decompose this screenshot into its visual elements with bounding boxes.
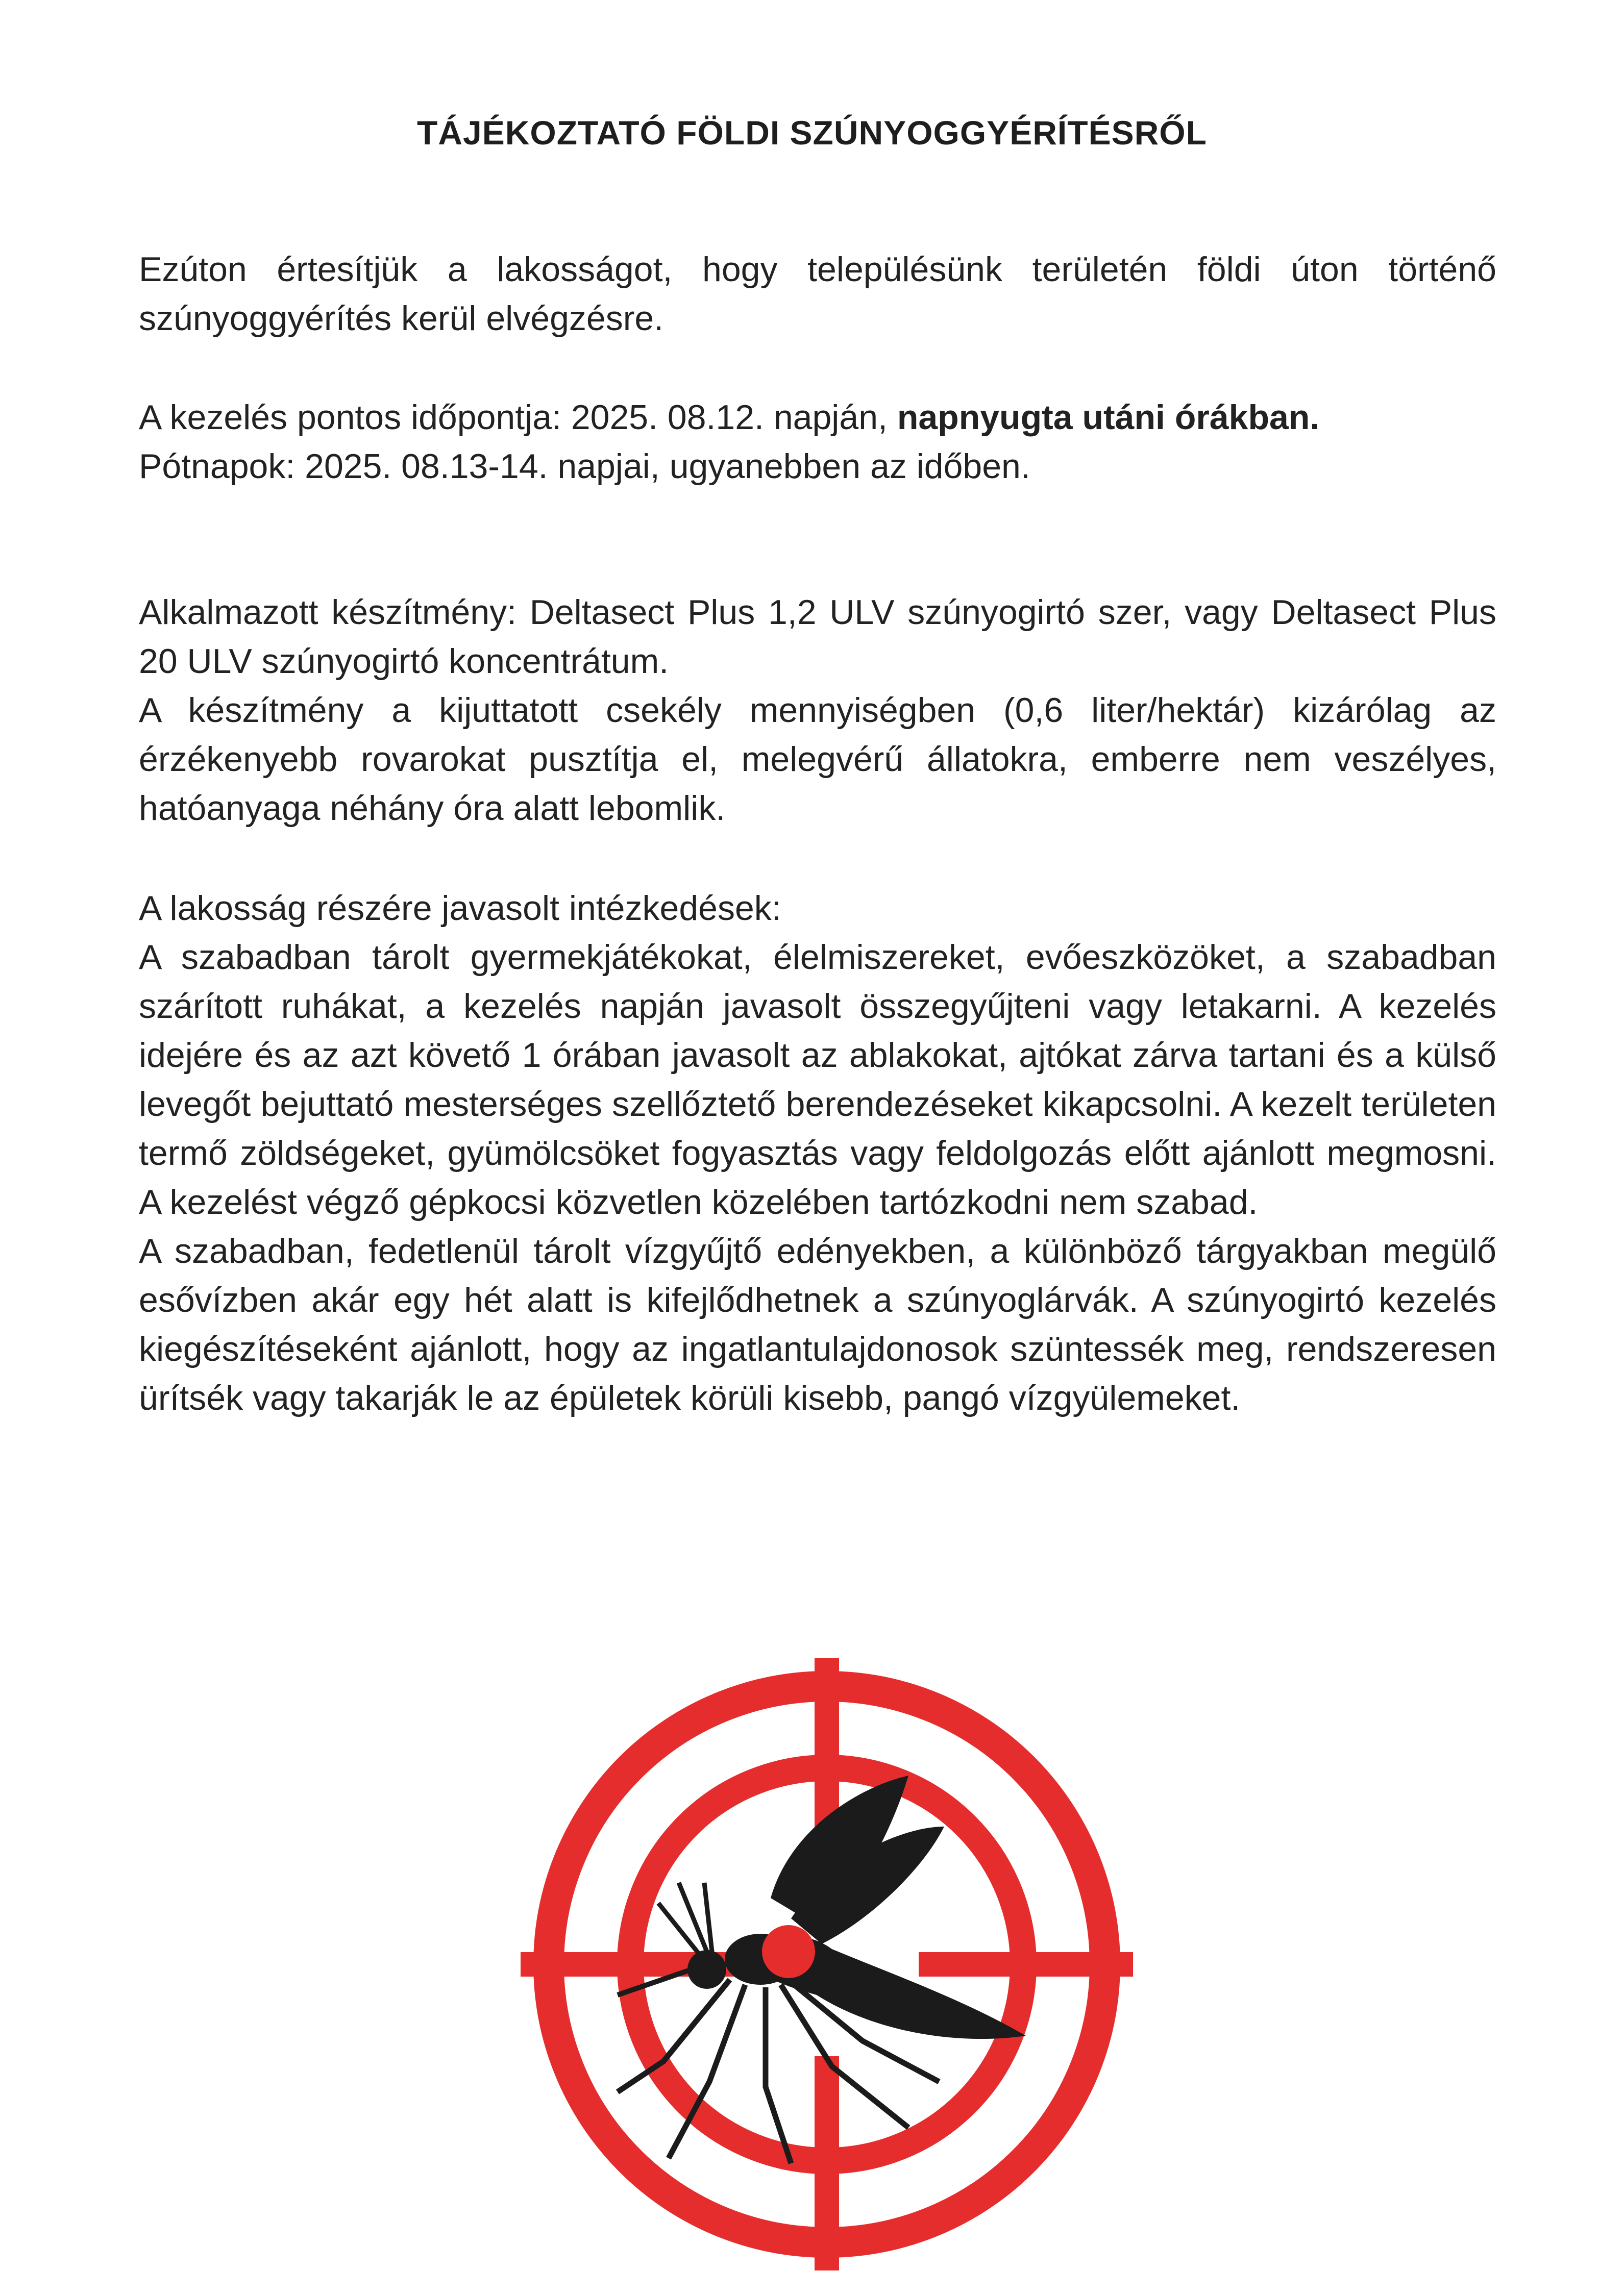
mosquito-antennae: [658, 1883, 712, 1954]
target-dot: [762, 1925, 815, 1978]
spacer: [139, 491, 1496, 588]
measures-heading: A lakosság részére javasolt intézkedések:: [139, 889, 781, 928]
schedule-paragraph: [139, 393, 1496, 442]
spacer: [139, 343, 1496, 393]
backup-days: Pótnapok: 2025. 08.13-14. napjai, ugyanebben az időben.: [139, 447, 1030, 486]
document-title: TÁJÉKOZTATÓ FÖLDI SZÚNYOGGYÉRÍTÉSRŐL: [417, 114, 1207, 152]
treatment-time-emphasis: napnyugta utáni órákban.: [897, 398, 1320, 437]
document-body: [139, 245, 1496, 1422]
measures-paragraph-1: A szabadban tárolt gyermekjátékokat, élelmiszereket, evőeszközöket, a szabadban szárított ruhákat, a kezelés napján javasolt összegyűjteni vagy letakarni. A kezelés idejére és az azt követő 1 órában javasolt az ablakokat, ajtókat zárva tartani és a külső levegőt bejuttató mesterséges szellőztető berendezéseket kikapcsolni. A kezelt területen termő zöldségeket, gyümölcsöket fogyasztás vagy feldolgozás előtt ajánlott megmosni. A kezelést végző gépkocsi közvetlen közelében tartózkodni nem szabad.: [139, 938, 1496, 1221]
treatment-date: A kezelés pontos időpontja: 2025. 08.12. napján,: [139, 398, 897, 437]
crosshair-tick-bottom: [815, 2056, 839, 2270]
measures-paragraph-2: A szabadban, fedetlenül tárolt vízgyűjtő edényekben, a különböző tárgyakban megülő esővízben akár egy hét alatt is kifejlődhetnek a szúnyoglárvák. A szúnyogirtó kezelés kiegészítéseként ajánlott, hogy az ingatlantulajdonosok szüntessék meg, rendszeresen ürítsék vagy takarják le az épületek körüli kisebb, pangó vízgyülemeket.: [139, 1232, 1496, 1417]
crosshair-tick-right: [919, 1952, 1133, 1977]
product-paragraph: Alkalmazott készítmény: Deltasect Plus 1,2 ULV szúnyogirtó szer, vagy Deltasect Plus 20 ULV szúnyogirtó koncentrátum.: [139, 593, 1496, 681]
mosquito-head: [687, 1950, 726, 1989]
mosquito-leg-middle: [766, 1987, 791, 2163]
mosquito-crosshair-icon: [505, 1643, 1148, 2286]
spacer: [139, 833, 1496, 884]
safety-paragraph: A készítmény a kijuttatott csekély mennyiségben (0,6 liter/hektár) kizárólag az érzékenyebb rovarokat pusztítja el, melegvérű állatokra, emberre nem veszélyes, hatóanyaga néhány óra alatt lebomlik.: [139, 691, 1496, 828]
intro-paragraph: Ezúton értesítjük a lakosságot, hogy településünk területén földi úton történő szúnyoggyérítés kerül elvégzésre.: [139, 250, 1496, 338]
